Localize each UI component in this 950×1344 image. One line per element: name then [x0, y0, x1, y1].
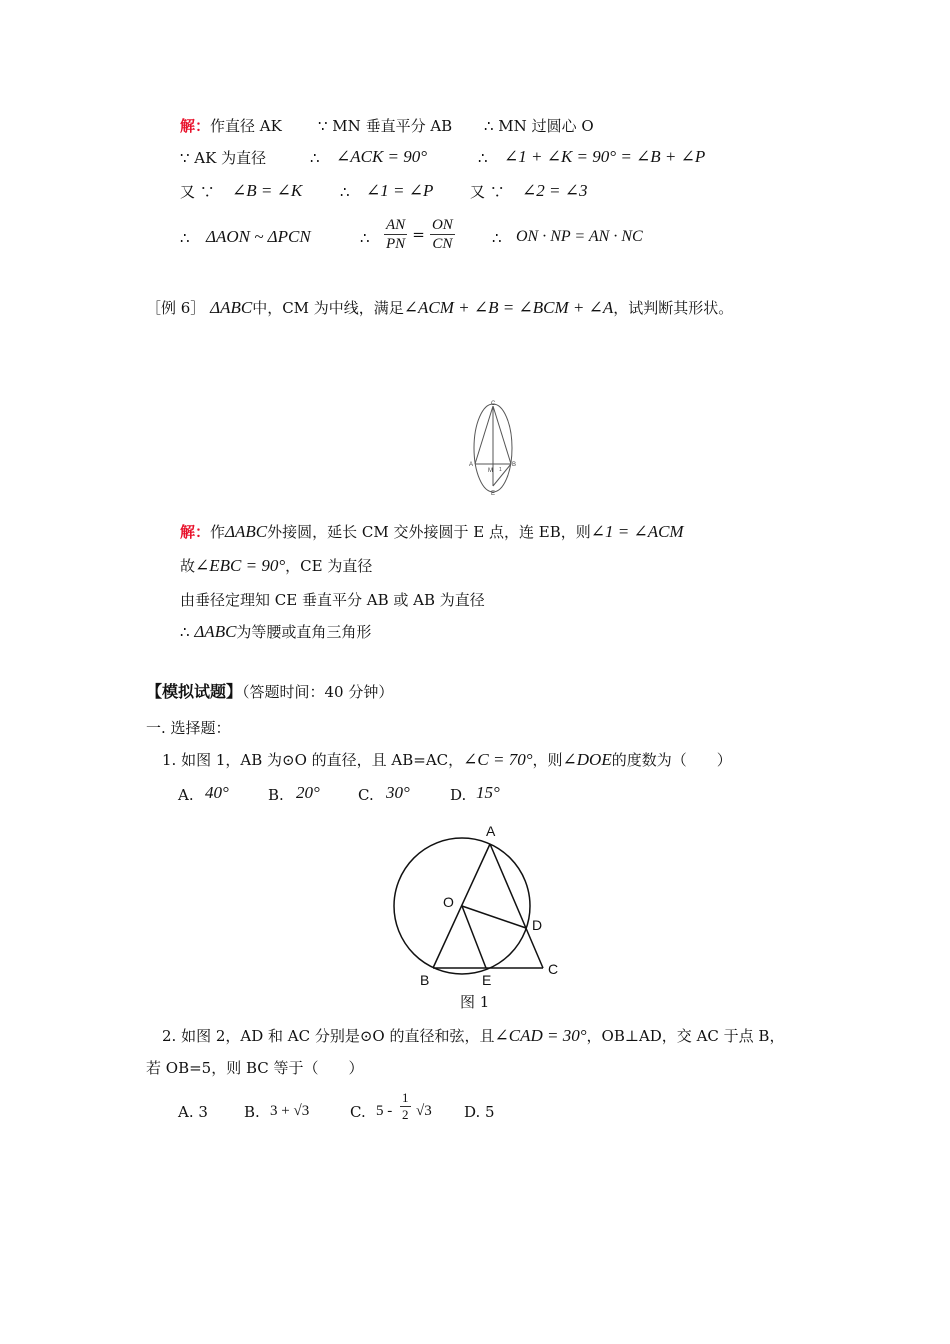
q2-option-b: 3 + √3: [270, 1103, 310, 1119]
solution-line-1: [180, 116, 282, 136]
denominator: CN: [432, 236, 453, 252]
math: ∠EBC = 90°: [195, 556, 286, 575]
label-b: B: [512, 462, 517, 468]
math: ∠1 = ∠P: [366, 181, 434, 200]
text: ∴: [478, 149, 488, 167]
math: ΔABC: [210, 298, 253, 317]
q2-option-b-label: B.: [244, 1103, 260, 1121]
q2-option-c-root: √3: [416, 1103, 432, 1119]
math: ON · NP = AN · NC: [516, 228, 643, 245]
text: ∴ MN 过圆心 O: [484, 117, 594, 135]
text: 2. 如图 2，AD 和 AC 分别是⊙O 的直径和弦，且: [162, 1027, 495, 1045]
text: 1. 如图 1，AB 为⊙O 的直径，且 AB=AC，: [162, 751, 464, 769]
text: ，则: [532, 751, 563, 769]
label-o: O: [443, 894, 454, 910]
q2-option-c-fraction: [400, 1090, 411, 1123]
text: 外接圆，延长 CM 交外接圆于 E 点，连 EB，则: [267, 523, 591, 541]
q1-option-d: 15°: [476, 783, 500, 802]
math: ∠B = ∠K: [232, 181, 303, 200]
label-c: C: [491, 401, 496, 407]
denominator: PN: [386, 236, 406, 252]
fraction-equation: [384, 216, 455, 253]
denominator: 2: [402, 1107, 409, 1122]
math: ∠C = 70°: [463, 750, 533, 769]
q1-option-a-label: A.: [178, 786, 194, 804]
example-6-figure: [466, 398, 520, 502]
label-a: A: [469, 462, 474, 468]
q2-option-c-label: C.: [350, 1103, 366, 1121]
solution2-line-1: [180, 522, 684, 542]
text: 作: [210, 523, 226, 541]
label-m: M: [488, 468, 493, 474]
q1-option-c: 30°: [386, 783, 410, 802]
math: ∠1 + ∠K = 90° = ∠B + ∠P: [504, 147, 706, 166]
label-a: A: [486, 823, 496, 839]
equals: =: [412, 225, 425, 244]
solution2-line-3: 由垂径定理知 CE 垂直平分 AB 或 AB 为直径: [180, 591, 485, 609]
fraction: [430, 216, 455, 253]
label-e: E: [491, 491, 496, 497]
text: ∴: [180, 623, 190, 641]
section-title: 【模拟试题】: [146, 682, 243, 701]
figure-1: [385, 818, 565, 990]
q2-option-d: D. 5: [464, 1103, 495, 1121]
q1-option-b: 20°: [296, 783, 320, 802]
q2-option-c-prefix: 5 -: [376, 1103, 393, 1119]
figure-1-caption: 图 1: [460, 993, 490, 1011]
solution-label: 解：: [180, 117, 211, 135]
q1-option-a: 40°: [205, 783, 229, 802]
numerator: ON: [431, 217, 453, 233]
text: ∴: [180, 229, 190, 247]
question-2: [162, 1026, 784, 1046]
text: 故: [180, 557, 196, 575]
section-heading: 一. 选择题：: [146, 719, 231, 737]
math: ∠DOE: [562, 750, 612, 769]
mock-test-heading: [146, 682, 393, 702]
q1-option-d-label: D.: [450, 786, 467, 804]
solution2-line-2: [180, 556, 372, 576]
math: ∠CAD = 30°: [494, 1026, 587, 1045]
fraction: [400, 1090, 411, 1123]
label-e: E: [482, 972, 492, 988]
example-6: [146, 298, 733, 318]
text: ∵ AK 为直径: [180, 149, 267, 167]
numerator: AN: [386, 217, 406, 233]
math: ΔABC: [194, 622, 237, 641]
q1-option-c-label: C.: [358, 786, 374, 804]
example-label: ［例 6］: [146, 299, 206, 317]
q2-option-a: A. 3: [178, 1103, 208, 1121]
solution-label: 解：: [180, 523, 211, 541]
label-c: C: [548, 961, 559, 977]
question-1: [162, 750, 732, 770]
math: ∠2 = ∠3: [522, 181, 588, 200]
question-2-line-2: 若 OB=5，则 BC 等于（ ）: [146, 1059, 364, 1077]
math: ΔAON ~ ΔPCN: [206, 227, 311, 246]
text: ∴: [492, 229, 502, 247]
text: 又 ∵: [470, 183, 505, 201]
text: 作直径 AK: [210, 117, 282, 135]
text: ∴: [310, 149, 320, 167]
text: ，试判断其形状。: [613, 299, 734, 317]
text: 又 ∵: [180, 183, 215, 201]
q1-option-b-label: B.: [268, 786, 284, 804]
solution2-line-4: [180, 622, 371, 642]
fraction: [384, 216, 407, 253]
text: 的度数为（ ）: [611, 751, 732, 769]
text: ∴: [360, 229, 370, 247]
numerator: 1: [402, 1090, 409, 1105]
text: ∴: [340, 183, 350, 201]
math: ΔABC: [225, 522, 268, 541]
math: ∠1 = ∠ACM: [590, 522, 684, 541]
text: ，OB⊥AD，交 AC 于点 B，: [586, 1027, 785, 1045]
time-note: （答题时间：40 分钟）: [242, 683, 394, 701]
math: ∠ACM + ∠B = ∠BCM + ∠A: [403, 298, 614, 317]
label-b: B: [420, 972, 430, 988]
math: ∠ACK = 90°: [336, 147, 428, 166]
text: 中，CM 为中线，满足: [252, 299, 404, 317]
text: ，CE 为直径: [285, 557, 373, 575]
label-1: 1: [499, 467, 502, 473]
text: 为等腰或直角三角形: [236, 623, 372, 641]
text: ∵ MN 垂直平分 AB: [318, 117, 453, 135]
label-d: D: [532, 917, 543, 933]
